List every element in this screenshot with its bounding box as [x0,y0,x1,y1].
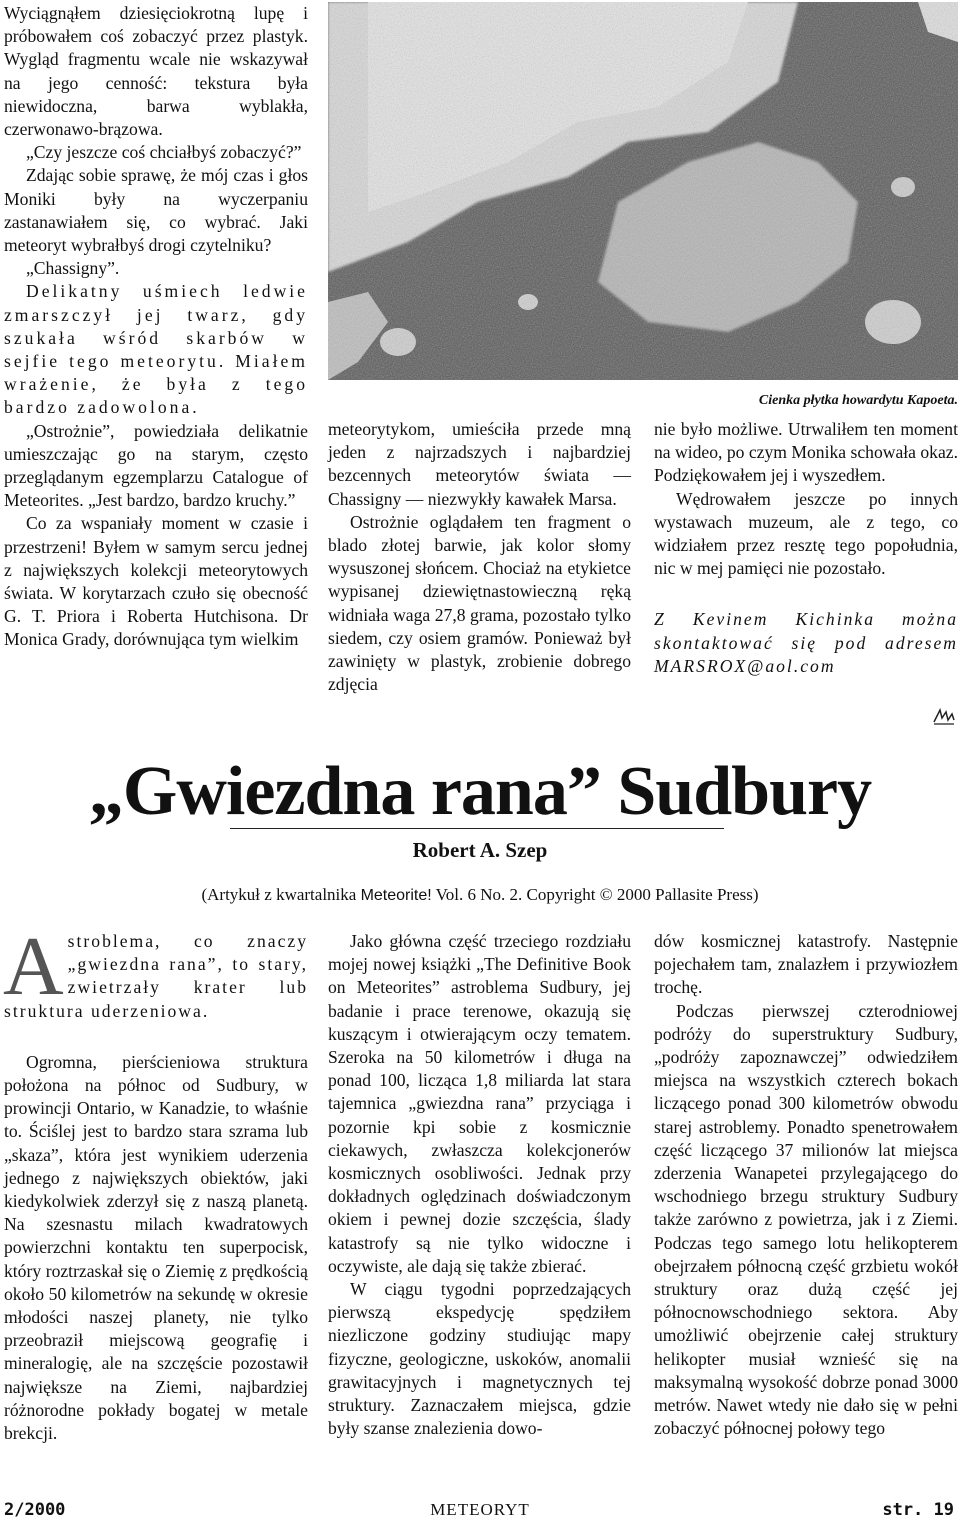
top-column-2 [328,418,631,696]
paragraph: meteorytykom, umieściła przede mną jeden z najrzadszych i najbardziej bezcennych meteorytów świata — Chassigny — niezwykły kawałek Marsa. [328,419,631,509]
article-author: Robert A. Szep [412,838,548,862]
paragraph: dów kosmicznej katastrofy. Następnie pojechałem tam, znalazłem i przywiozłem trochę. [654,931,958,998]
paragraph: Podczas pierwszej czterodniowej podróży do superstruktury Sudbury, „podróży zapoznawczej” odwiedziłem miejsca na wszystkich czterech bokach liczącego ponad 300 kilometrów obwodu starej astroblemy. Ponadto spenetrowałem część liczącego 37 milionów lat miejsca zderzenia Wanapetei przylegającego do wschodniego brzegu struktury Sudbury także zarówno z powietrza, jak i z Ziemi. Podczas tego samego lotu helikopterem obejrzałem północną część grzbietu wokół struktury oraz dużą część jej północnowschodniego sektora. Aby umożliwić obejrzenie całej struktury helikopter musiał wznieść się na maksymalną wysokość dobrze ponad 3000 metrów. Nawet wtedy nie dało się w pełni zobaczyć północnej połowy tego [654,1000,958,1439]
drop-cap: A [3,920,64,1013]
paragraph: Wędrowałem jeszcze po innych wystawach muzeum, ale z tego, co widziałem przez resztę tego popołudnia, nic w mej pamięci nie pozostało. [654,488,958,579]
top-column-1 [4,2,308,652]
paragraph: Delikatny uśmiech ledwie zmarszczył jej twarz, gdy szukała wśród skarbów w sejfie tego meteorytu. Miałem wrażenie, że była z tego bardzo zadowolona. [4,281,308,418]
paragraph: „Ostrożnie”, powiedziała delikatnie umieszczając go na starym, często przeglądanym egzemplarzu Catalogue of Meteorites. „Jest bardzo, bardzo kruchy.” [4,420,308,511]
photo-image [328,2,958,380]
issue-number: 2/2000 [4,1500,66,1520]
lead-text: stroblema, co znaczy „gwiezdna rana”, to stary, zwietrzały krater lub struktura uderzeniowa. [4,931,308,1021]
paragraph: Ogromna, pierścieniowa struktura położona na północ od Sudbury, w prowincji Ontario, w Kanadzie, to właśnie to. Ściślej jest to bardzo stara szrama lub „skaza”, która jest wynikiem uderzenia jednego z największych obiektów, jaki kiedykolwiek zderzył się z naszą planetą. Na szesnastu milach kwadratowych powierzchni kontaktu ten superpocisk, który roztrzaskał się o Ziemię z prędkością około 50 kilometrów na sekundę w okresie młodości naszej planety, nie tylko przeobraził miejscową geografię i mineralogię, ale na szczęście pozostawił największe na Ziemi, najbardziej różnorodne pokłady bogatej w metale brekcji. [4,1051,308,1444]
paragraph: Wyciągnąłem dziesięciokrotną lupę i próbowałem coś zobaczyć przez plastyk. Wygląd fragmentu wcale nie wskazywał na jego cenność: tekstura była niewidoczna, barwa wyblakła, czerwonawo-brązowa. [4,3,308,140]
paragraph: Ostrożnie oglądałem ten fragment o blado złotej barwie, jak kolor słomy wysuszonej słońcem. Chociaż na etykietce wypisanej dziewiętnastowieczną ręką widniała waga 27,8 grama, pozostało tylko siedem, czy osiem gramów. Ponieważ był zawinięty w plastyk, zrobienie dobrego zdjęcia [328,511,631,695]
source-magazine: Meteorite! [360,887,432,904]
author-contact: Z Kevinem Kichinka można skontaktować się pod adresem MARSROX@aol.com [654,609,958,676]
paragraph: Zdając sobie sprawę, że mój czas i głos Moniki były na wyczerpaniu zastanawiałem się, co wybrać. Jaki meteoryt wybrałbyś drogi czytelniku? [4,165,308,256]
paragraph: „Czy jeszcze coś chciałbyś zobaczyć?” [26,142,302,163]
source-suffix: Vol. 6 No. 2. Copyright © 2000 Pallasite Press) [431,885,759,904]
lead-paragraph [3,920,308,1023]
photo-caption: Cienka płytka howardytu Kapoeta. [758,393,958,408]
title-rule [230,828,724,829]
paragraph: „Chassigny”. [26,258,120,279]
paragraph: nie było możliwe. Utrwaliłem ten moment na wideo, po czym Monika schowała okaz. Podziękowałem jej i wyszedłem. [654,419,958,486]
paragraph: Jako główna część trzeciego rozdziału mojej nowej książki „The Definitive Book on Meteorites” astroblema Sudbury, jej badanie i prace terenowe, okazują się kuszącym i otwierającym oczy tematem. Szeroka na 50 kilometrów i długa na ponad 100, licząca 1,8 miliarda lat stara tajemnica „gwiezdna rana” przyciąga i pozornie kpi sobie z kosmicznie ciekawych, zwłaszcza kolekcjonerów kosmicznych osobliwości. Jednak przy dokładnych oględzinach doświadczonym okiem i pewnej dozie szczęścia, ślady katastrofy są nie tylko widoczne i oczywiste, ale dają się także zbierać. [328,931,631,1276]
article-column-1 [3,920,308,1445]
article-column-2 [328,930,631,1440]
meteorite-slice-photo [328,2,958,380]
source-prefix: (Artykuł z kwartalnika [201,885,361,904]
end-mark-icon [932,706,956,726]
article-source [0,885,960,905]
magazine-name: METEORYT [430,1500,530,1519]
article-column-3 [654,930,958,1440]
paragraph: Co za wspaniały moment w czasie i przestrzeni! Byłem w samym sercu jednej z największych kolekcji meteorytowych świata. W korytarzach czuło się obecność G. T. Priora i Roberta Hutchisona. Dr Monica Grady, dorównująca tym wielkim [4,513,308,650]
top-column-3 [654,418,958,678]
paragraph: W ciągu tygodni poprzedzających pierwszą ekspedycję spędziłem niezliczone godziny studiując mapy fizyczne, geologiczne, uskoków, anomalii grawitacyjnych i magnetycznych tej struktury. Zaznaczałem miejsca, gdzie były szanse znalezienia dowo- [328,1279,631,1439]
article-title: „Gwiezdna rana” Sudbury [88,753,872,830]
page-number: str. 19 [882,1500,954,1520]
